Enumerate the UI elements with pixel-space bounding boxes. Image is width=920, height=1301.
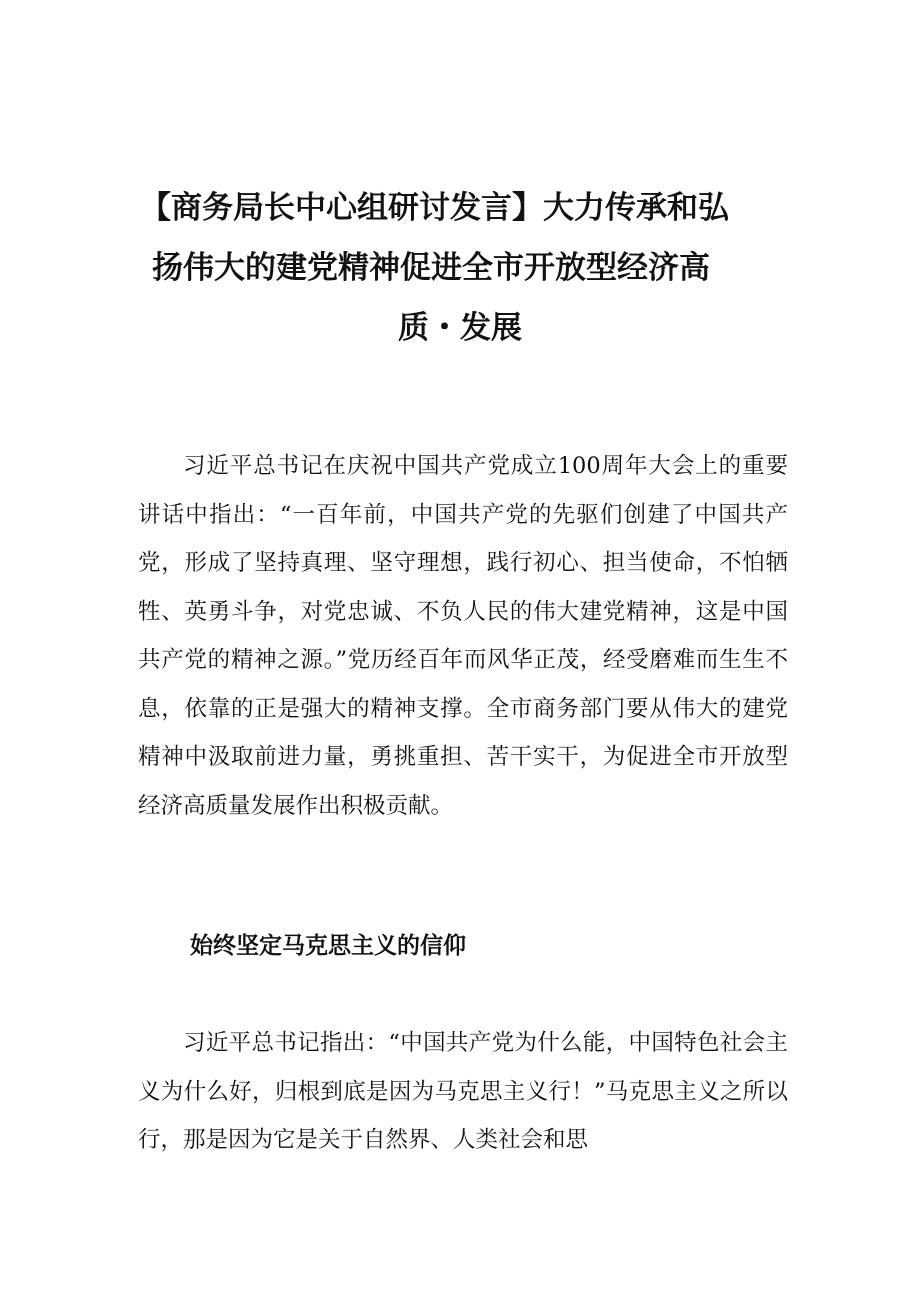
title-line-3: 质・发展 bbox=[398, 309, 522, 346]
title-line-2: 扬伟大的建党精神促进全市开放型经济高 bbox=[152, 249, 710, 286]
body-paragraph-2: 习近平总书记指出：“中国共产党为什么能，中国特色社会主义为什么好，归根到底是因为马克思主义行！”马克思主义之所以行，那是因为它是关于自然界、人类社会和思 bbox=[138, 1030, 788, 1153]
body-paragraph-1: 习近平总书记在庆祝中国共产党成立100周年大会上的重要讲话中指出：“一百年前，中国共产党的先驱们创建了中国共产党，形成了坚持真理、坚守理想，践行初心、担当使命，不怕牺牲、英勇斗争，对党忠诚、不负人民的伟大建党精神，这是中国共产党的精神之源。”党历经百年而风华正茂，经受磨难而生生不息，依靠的正是强大的精神支撑。全市商务部门要从伟大的建党精神中汲取前进力量，勇挑重担、苦干实干，为促进全市开放型经济高质量发展作出积极贡献。 bbox=[138, 453, 788, 819]
document-title bbox=[110, 178, 810, 358]
section-heading: 始终坚定马克思主义的信仰 bbox=[190, 933, 466, 959]
title-line-1: 【商务局长中心组研讨发言】大力传承和弘 bbox=[140, 189, 729, 226]
